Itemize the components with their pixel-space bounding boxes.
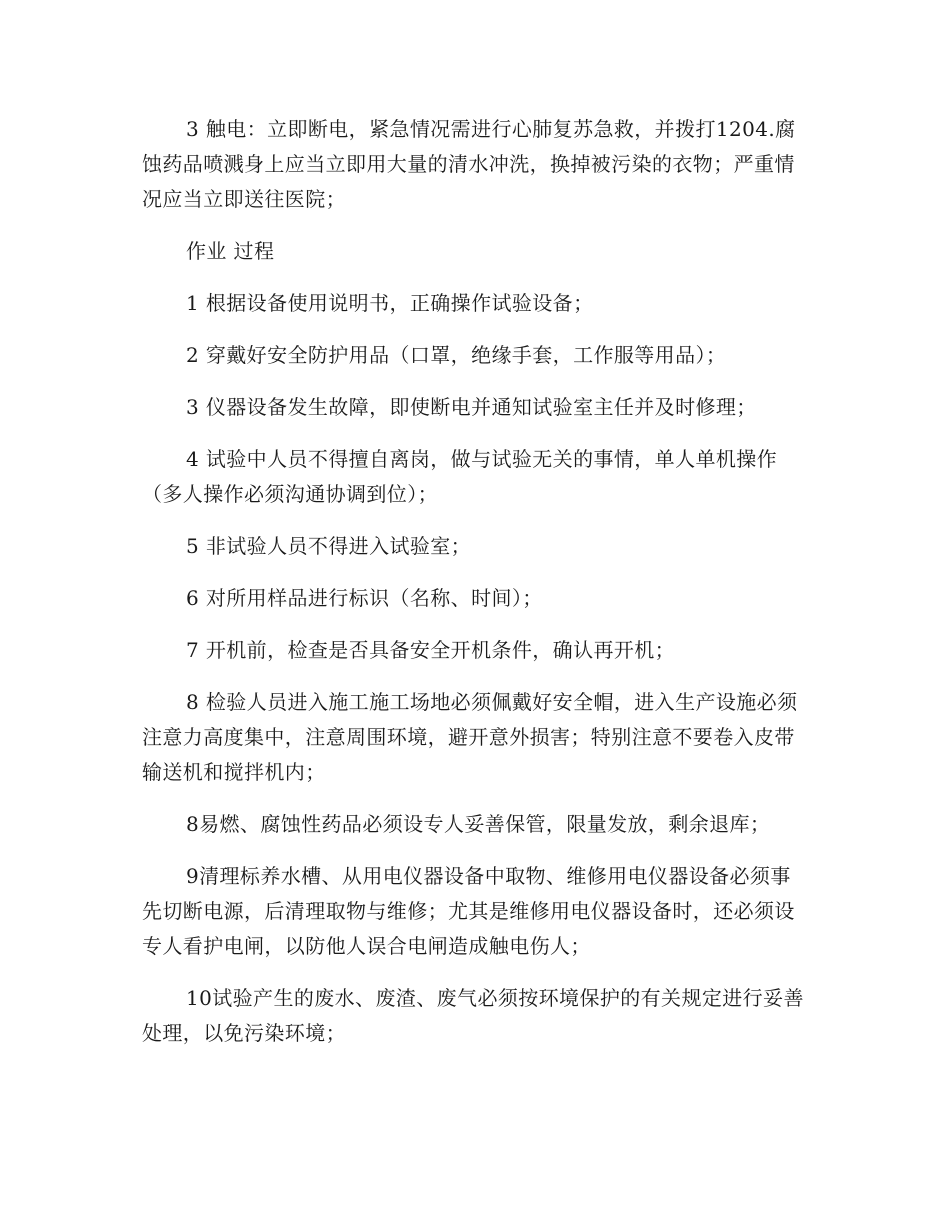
paragraph-item-10: 10试验产生的废水、废渣、废气必须按环境保护的有关规定进行妥善处理，以免污染环境； [142,986,804,1045]
paragraph-item-1: 1 根据设备使用说明书，正确操作试验设备； [186,291,594,315]
paragraph-item-8: 8 检验人员进入施工施工场地必须佩戴好安全帽，进入生产设施必须注意力高度集中，注意周围环境，避开意外损害；特别注意不要卷入皮带输送机和搅拌机内； [142,690,798,784]
paragraph-item-2: 2 穿戴好安全防护用品（口罩，绝缘手套，工作服等用品）； [186,343,727,367]
paragraph-item-5: 5 非试验人员不得进入试验室； [186,534,472,558]
paragraph-item-4: 4 试验中人员不得擅自离岗，做与试验无关的事情，单人单机操作（多人操作必须沟通协调到位）； [142,447,778,506]
paragraph-item-6: 6 对所用样品进行标识（名称、时间）； [186,586,543,610]
paragraph-item-7: 7 开机前，检查是否具备安全开机条件，确认再开机； [186,638,676,662]
paragraph-item-8-chemicals: 8易燃、腐蚀性药品必须设专人妥善保管，限量发放，剩余退库； [186,812,771,836]
paragraph-electric-shock: 3 触电：立即断电，紧急情况需进行心肺复苏急救，并拨打1204.腐蚀药品喷溅身上应当立即用大量的清水冲洗，换掉被污染的衣物；严重情况应当立即送往医院； [142,117,796,211]
paragraph-item-3: 3 仪器设备发生故障，即使断电并通知试验室主任并及时修理； [186,395,757,419]
paragraph-item-9: 9清理标养水槽、从用电仪器设备中取物、维修用电仪器设备必须事先切断电源，后清理取物与维修；尤其是维修用电仪器设备时，还必须设专人看护电闸，以防他人误合电闸造成触电伤人； [142,864,795,958]
document-body [142,112,810,1051]
section-heading-work-process: 作业 过程 [186,239,275,263]
